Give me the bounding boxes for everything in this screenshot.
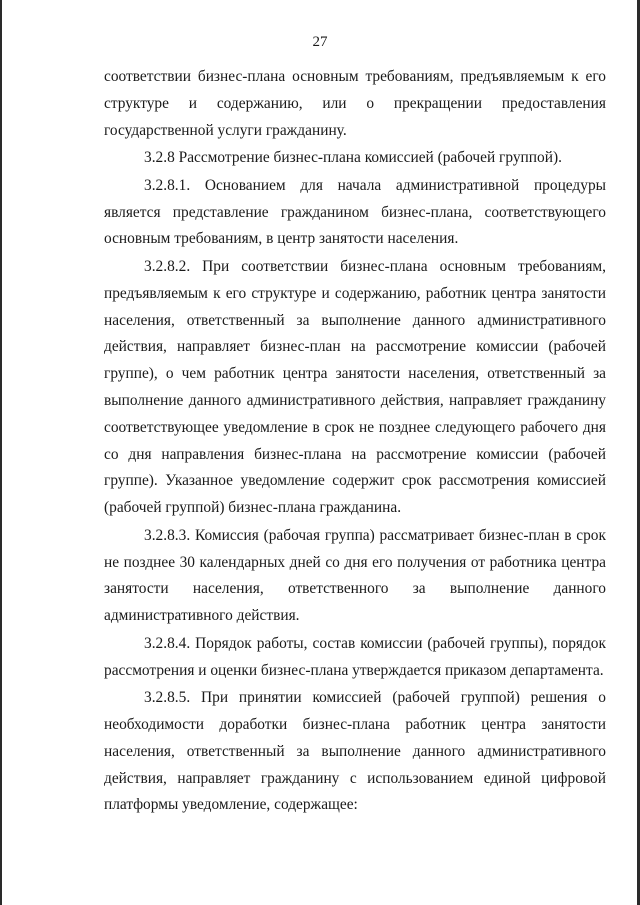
- paragraph-continuation: соответствии бизнес-плана основным требованиям, предъявляемым к его структуре и содержанию, или о прекращении предоставления государственной услуги гражданину.: [104, 68, 606, 139]
- section-heading-3-2-8: 3.2.8 Рассмотрение бизнес-плана комиссией (рабочей группой).: [144, 149, 562, 167]
- paragraph-3-2-8-4: 3.2.8.4. Порядок работы, состав комиссии (рабочей группы), порядок рассмотрения и оценки бизнес-плана утверждается приказом департамента.: [104, 634, 606, 679]
- scan-edge-left: [0, 0, 2, 905]
- paragraph-3-2-8-3: 3.2.8.3. Комиссия (рабочая группа) рассматривает бизнес-план в срок не позднее 30 календарных дней со дня его получения от работника центра занятости населения, ответственного за выполнение данного административного действия.: [104, 526, 606, 625]
- paragraph-3-2-8-1: 3.2.8.1. Основанием для начала административной процедуры является представление гражданином бизнес-плана, соответствующего основным требованиям, в центр занятости населения.: [104, 176, 606, 248]
- page-number: 27: [312, 34, 328, 50]
- document-body: [104, 64, 606, 819]
- paragraph-3-2-8-5: 3.2.8.5. При принятии комиссией (рабочей группой) решения о необходимости доработки бизнес-плана работник центра занятости населения, ответственный за выполнение данного административного действия, направляет гражданину с использованием единой цифровой платформы уведомление, содержащее:: [104, 689, 606, 814]
- paragraph-3-2-8-2: 3.2.8.2. При соответствии бизнес-плана основным требованиям, предъявляемым к его структуре и содержанию, работник центра занятости населения, ответственный за выполнение данного административного действия, направляет бизнес-план на рассмотрение комиссии (рабочей группе), о чем работник центра занятости населения, ответственный за выполнение данного административного действия, направляет гражданину соответствующее уведомление в срок не позднее следующего рабочего дня со дня направления бизнес-плана на рассмотрение комиссии (рабочей группе). Указанное уведомление содержит срок рассмотрения комиссией (рабочей группой) бизнес-плана гражданина.: [104, 257, 606, 517]
